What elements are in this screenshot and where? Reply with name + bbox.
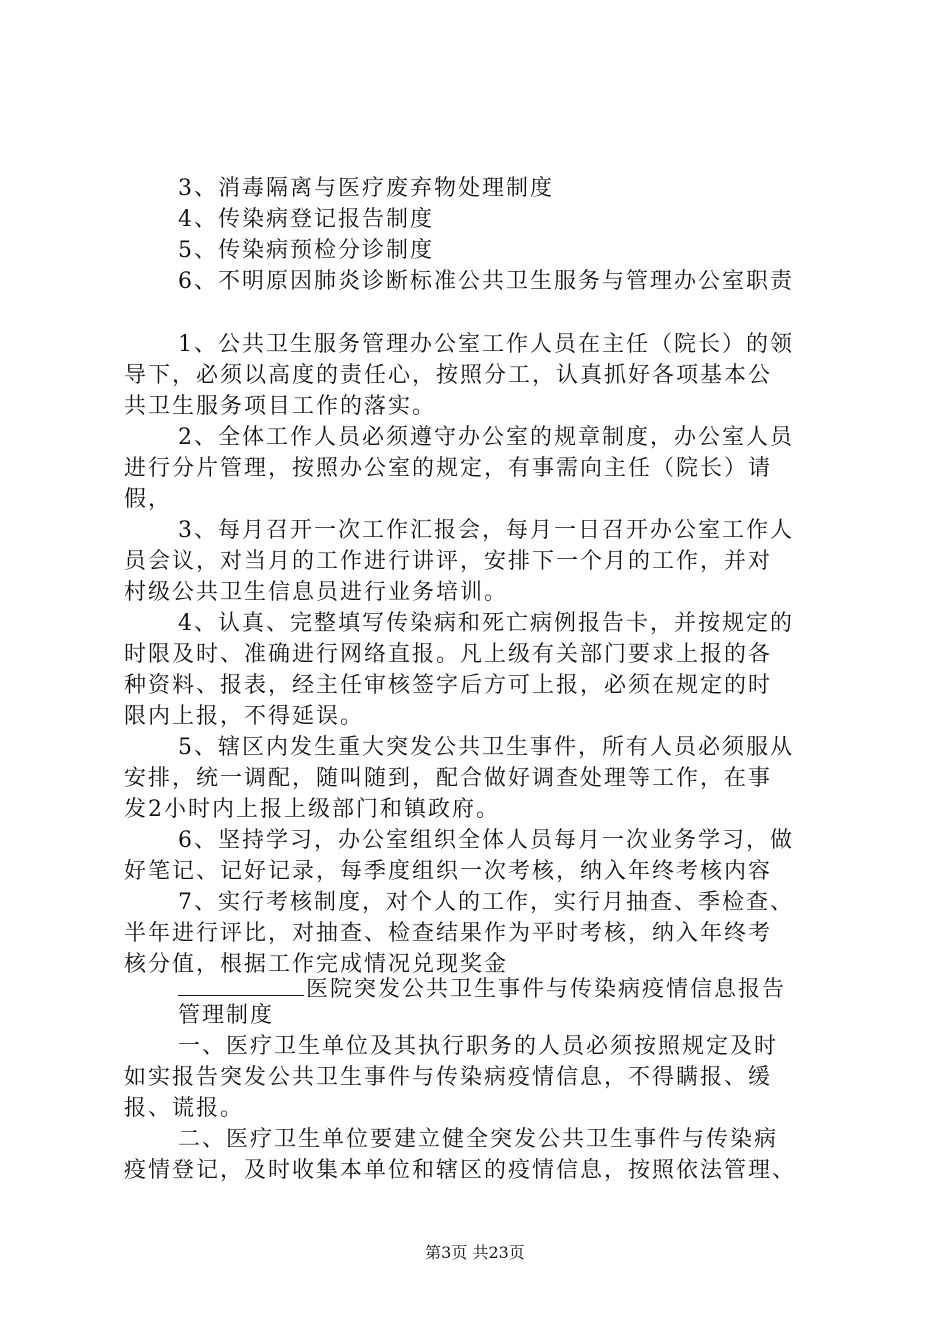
section-title-continued: 管理制度 — [178, 1003, 275, 1028]
paragraph-line: 好笔记、记好记录，每季度组织一次考核，纳入年终考核内容 — [124, 859, 773, 884]
paragraph-line: 进行分片管理，按照办公室的规定，有事需向主任（院长）请 — [124, 456, 773, 481]
list-item: 5、传染病预检分诊制度 — [178, 238, 434, 263]
paragraph-line: 3、每月召开一次工作汇报会，每月一日召开办公室工作人 — [178, 518, 794, 543]
paragraph-line: 5、辖区内发生重大突发公共卫生事件，所有人员必须服从 — [178, 735, 794, 760]
paragraph-line: 发2小时内上报上级部门和镇政府。 — [124, 797, 500, 822]
paragraph-line: 假， — [124, 487, 173, 512]
paragraph-line: 二、医疗卫生单位要建立健全突发公共卫生事件与传染病 — [178, 1127, 779, 1152]
paragraph-line: 4、认真、完整填写传染病和死亡病例报告卡，并按规定的 — [178, 611, 794, 636]
list-item: 4、传染病登记报告制度 — [178, 207, 434, 232]
paragraph-line: 2、全体工作人员必须遵守办公室的规章制度，办公室人员 — [178, 425, 794, 450]
paragraph-line: 核分值，根据工作完成情况兑现奖金 — [124, 952, 509, 977]
paragraph-line: 6、坚持学习，办公室组织全体人员每月一次业务学习，做 — [178, 828, 794, 853]
paragraph-line: 一、医疗卫生单位及其执行职务的人员必须按照规定及时 — [178, 1034, 779, 1059]
paragraph-line: 半年进行评比，对抽查、检查结果作为平时考核，纳入年终考 — [124, 921, 773, 946]
paragraph-line: 报、谎报。 — [124, 1096, 245, 1121]
paragraph-line: 限内上报，不得延误。 — [124, 704, 365, 729]
paragraph-line: 共卫生服务项目工作的落实。 — [124, 394, 437, 419]
paragraph-line: 疫情登记，及时收集本单位和辖区的疫情信息，按照依法管理、 — [124, 1158, 797, 1183]
paragraph-line: 导下，必须以高度的责任心，按照分工，认真抓好各项基本公 — [124, 363, 773, 388]
paragraph-line: 员会议，对当月的工作进行讲评，安排下一个月的工作，并对 — [124, 549, 773, 574]
list-item: 6、不明原因肺炎诊断标准公共卫生服务与管理办公室职责 — [178, 269, 794, 294]
paragraph-line: 如实报告突发公共卫生事件与传染病疫情信息，不得瞒报、缓 — [124, 1065, 773, 1090]
fill-in-blank — [178, 975, 304, 996]
paragraph-line: 村级公共卫生信息员进行业务培训。 — [124, 580, 509, 605]
paragraph-line: 1、公共卫生服务管理办公室工作人员在主任（院长）的领 — [178, 332, 794, 357]
page-number-footer: 第3页 共23页 — [425, 1243, 525, 1262]
paragraph-line: 7、实行考核制度，对个人的工作，实行月抽查、季检查、 — [178, 890, 794, 915]
paragraph-line: 时限及时、准确进行网络直报。凡上级有关部门要求上报的各 — [124, 642, 773, 667]
paragraph-line: 种资料、报表，经主任审核签字后方可上报，必须在规定的时 — [124, 673, 773, 698]
list-item: 3、消毒隔离与医疗废弃物处理制度 — [178, 176, 554, 201]
section-title-text: 医院突发公共卫生事件与传染病疫情信息报告 — [306, 977, 787, 1002]
paragraph-line: 安排，统一调配，随叫随到，配合做好调查处理等工作，在事 — [124, 766, 773, 791]
